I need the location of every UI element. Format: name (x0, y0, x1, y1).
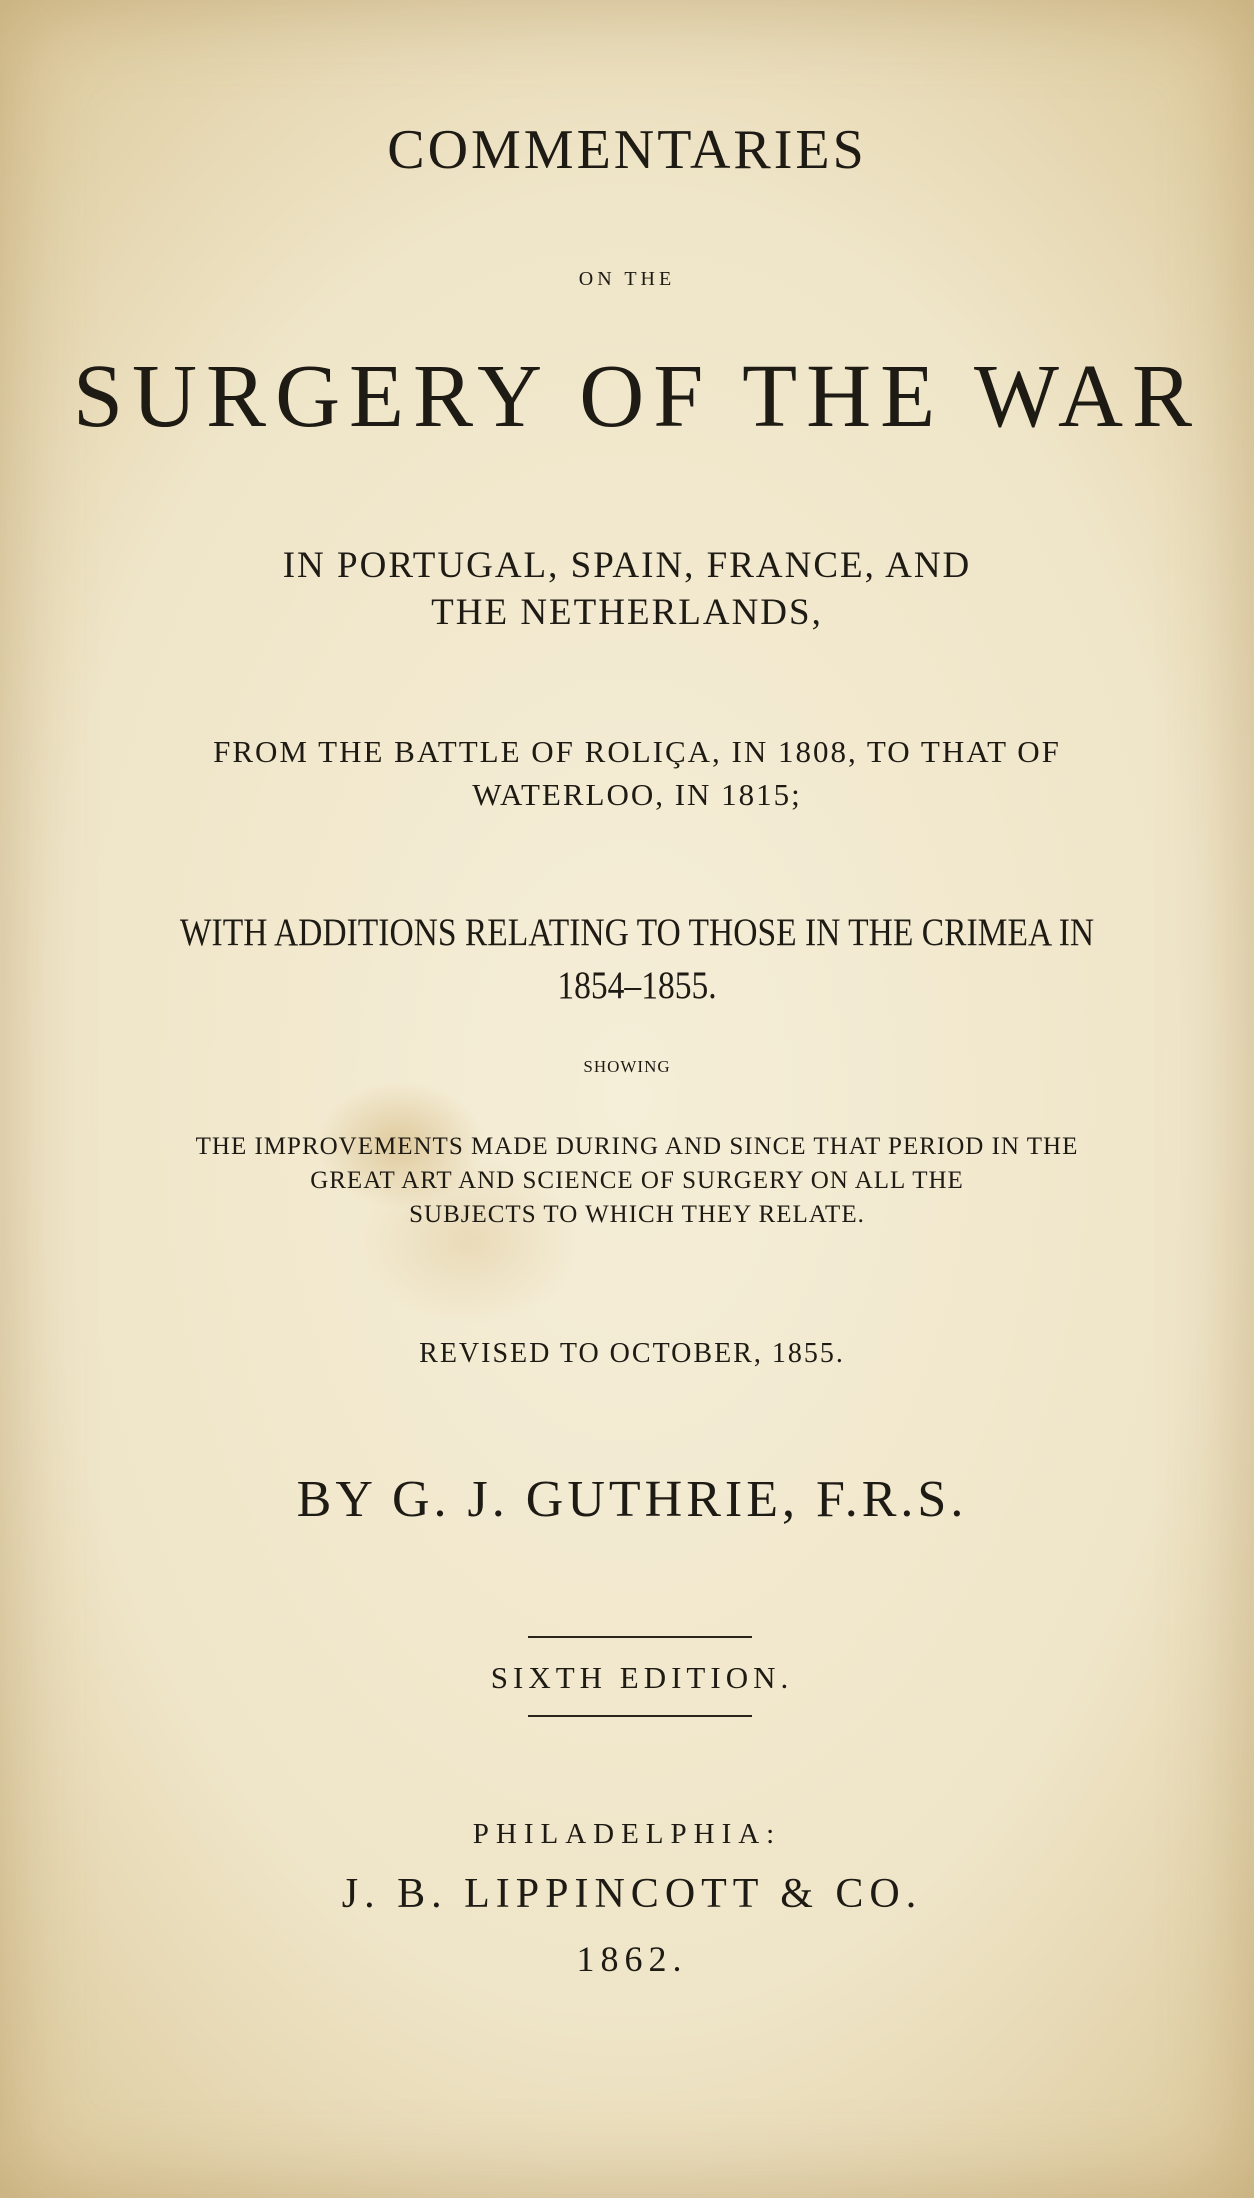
author-line: BY G. J. GUTHRIE, F.R.S. (296, 1471, 968, 1528)
imprint-publisher: J. B. LIPPINCOTT & CO. (341, 1871, 923, 1917)
subtitle-battles-line-1: FROM THE BATTLE OF ROLIÇA, IN 1808, TO THAT OF (213, 734, 1061, 769)
showing-label: SHOWING (583, 1057, 671, 1076)
imprint-place: PHILADELPHIA: (472, 1818, 782, 1850)
heading-on-the: ON THE (578, 268, 676, 290)
subtitle-countries-line-2: THE NETHERLANDS, (431, 592, 823, 633)
revised-note: REVISED TO OCTOBER, 1855. (419, 1338, 845, 1369)
edition-rule-bottom (528, 1715, 752, 1717)
subtitle-crimea (98, 906, 1176, 1012)
subtitle-crimea-line-1: WITH ADDITIONS RELATING TO THOSE IN THE CRIMEA IN (179, 911, 1095, 954)
subtitle-countries-line-1: IN PORTUGAL, SPAIN, FRANCE, AND (282, 545, 972, 586)
edition-rule-top (528, 1636, 752, 1638)
subtitle-battles (10, 730, 1254, 816)
subtitle-countries (0, 542, 1254, 636)
edition-label: SIXTH EDITION. (490, 1660, 794, 1695)
subtitle-battles-line-2: WATERLOO, IN 1815; (472, 777, 802, 812)
subtitle-crimea-line-2: 1854–1855. (557, 964, 717, 1007)
improvements-line-2: GREAT ART AND SCIENCE OF SURGERY ON ALL THE (310, 1167, 964, 1194)
imprint-year: 1862. (576, 1939, 688, 1979)
heading-commentaries: COMMENTARIES (387, 119, 867, 181)
improvements-line-3: SUBJECTS TO WHICH THEY RELATE. (409, 1201, 865, 1228)
improvements-line-1: THE IMPROVEMENTS MADE DURING AND SINCE THAT PERIOD IN THE (195, 1133, 1079, 1160)
main-title: SURGERY OF THE WAR (72, 347, 1201, 446)
improvements-text (10, 1130, 1254, 1232)
